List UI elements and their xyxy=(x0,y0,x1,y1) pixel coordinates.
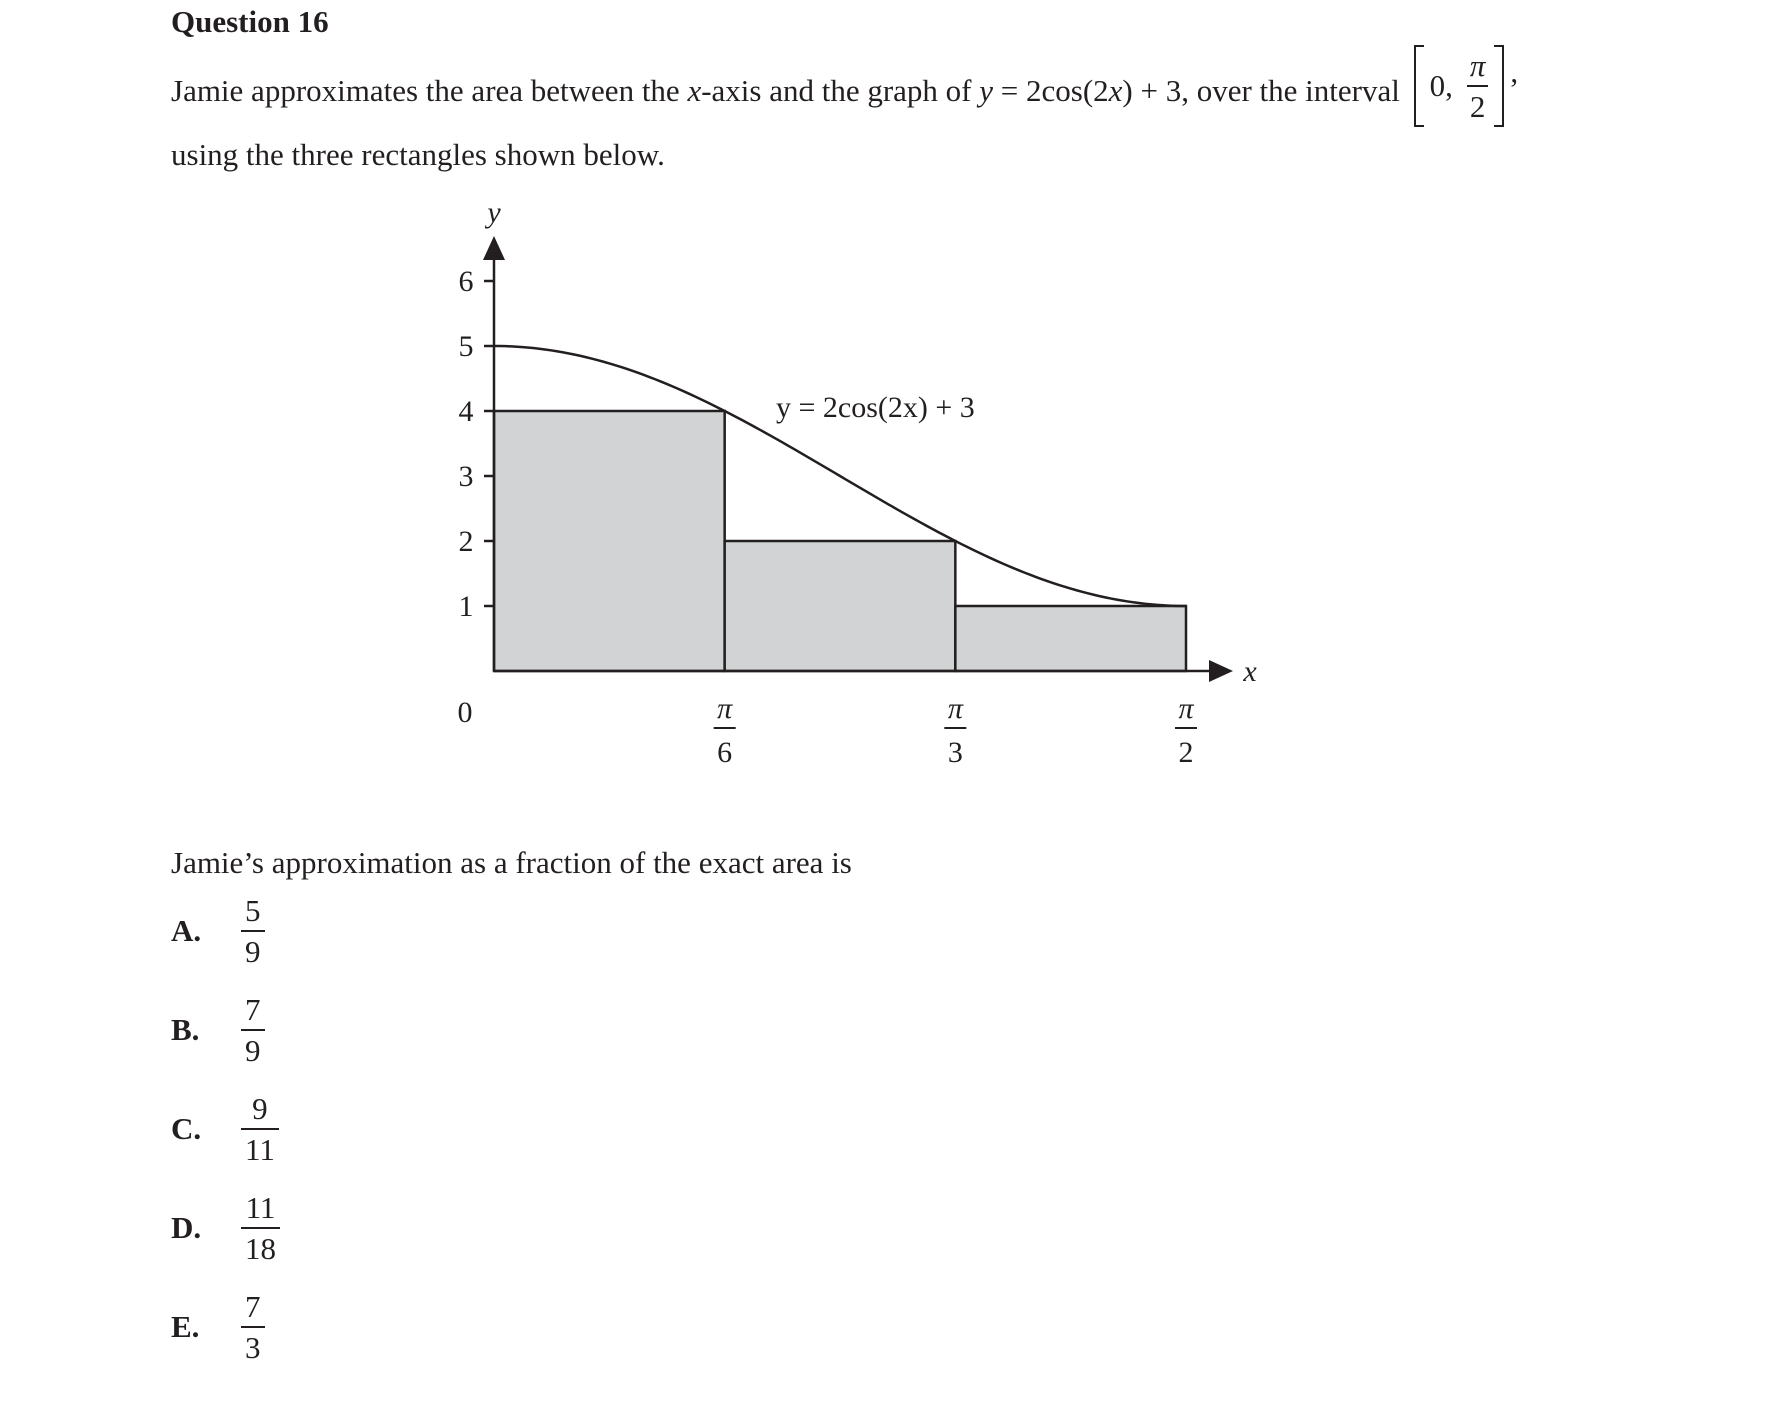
stem-var-x: x xyxy=(687,73,702,109)
stem-var-y: y xyxy=(979,73,994,109)
stem-text-3: = 2cos(2 xyxy=(993,73,1109,109)
option-numerator: 5 xyxy=(245,893,261,928)
y-axis-label: y xyxy=(487,196,501,229)
option-denominator: 11 xyxy=(241,1128,279,1165)
x-tick-numerator: π xyxy=(1178,692,1194,725)
stem-text-1: Jamie approximates the area between the xyxy=(171,73,688,109)
answer-option[interactable] xyxy=(171,1093,279,1165)
x-axis-label: x xyxy=(1243,655,1257,688)
option-numerator: 7 xyxy=(245,1289,261,1324)
y-tick-label: 3 xyxy=(458,460,474,493)
question-prompt: Jamie’s approximation as a fraction of the exact area is xyxy=(171,845,852,880)
rectangles-group xyxy=(494,411,1186,671)
stem-var-x2: x xyxy=(1108,73,1123,109)
x-tick-denominator: 3 xyxy=(947,736,963,769)
curve-label: y = 2cos(2x) + 3 xyxy=(776,391,975,424)
question-title: Question 16 xyxy=(171,4,329,39)
option-letter: A. xyxy=(171,913,202,948)
option-numerator: 11 xyxy=(245,1190,276,1225)
interval-end-numerator: π xyxy=(1469,48,1486,83)
x-tick-numerator: π xyxy=(717,692,733,725)
answer-option[interactable] xyxy=(171,994,265,1066)
stem-line-2: using the three rectangles shown below. xyxy=(171,137,665,172)
option-numerator: 7 xyxy=(245,992,261,1027)
option-fraction xyxy=(241,994,265,1066)
answer-option[interactable] xyxy=(171,1192,280,1264)
option-letter: C. xyxy=(171,1111,202,1146)
interval-start: 0, xyxy=(1429,68,1453,103)
x-tick-numerator: π xyxy=(947,692,963,725)
y-axis-arrow-icon xyxy=(483,236,505,260)
answer-option[interactable] xyxy=(171,1291,265,1363)
approx-rectangle xyxy=(494,411,725,671)
option-numerator: 9 xyxy=(252,1091,268,1126)
x-axis-arrow-icon xyxy=(1209,660,1233,682)
x-tick-denominator: 2 xyxy=(1178,736,1194,769)
option-fraction xyxy=(241,895,265,967)
y-tick-labels xyxy=(459,265,474,623)
stem-text-2: -axis and the graph of xyxy=(701,73,980,109)
approx-rectangle xyxy=(955,606,1186,671)
answer-option[interactable] xyxy=(171,895,265,967)
option-letter: B. xyxy=(171,1012,200,1047)
interval-end-denominator: 2 xyxy=(1467,85,1489,122)
y-tick-label: 4 xyxy=(458,395,474,428)
origin-label: 0 xyxy=(457,696,473,729)
option-denominator: 9 xyxy=(241,1029,265,1066)
y-tick-label: 6 xyxy=(458,265,474,298)
option-fraction xyxy=(241,1291,265,1363)
y-tick-label: 5 xyxy=(458,330,474,363)
option-letter: E. xyxy=(171,1309,200,1344)
stem-text-4: ) + 3, over the interval xyxy=(1122,73,1400,109)
x-tick-labels xyxy=(714,692,1197,769)
option-denominator: 9 xyxy=(241,930,265,967)
interval-trailing-comma: , xyxy=(1510,54,1519,89)
y-tick-label: 1 xyxy=(458,590,474,623)
x-tick-denominator: 6 xyxy=(717,736,733,769)
option-denominator: 18 xyxy=(241,1227,280,1264)
option-fraction xyxy=(241,1192,280,1264)
approx-rectangle xyxy=(725,541,956,671)
option-fraction xyxy=(241,1093,279,1165)
option-letter: D. xyxy=(171,1210,202,1245)
y-tick-label: 2 xyxy=(458,525,474,558)
option-denominator: 3 xyxy=(241,1326,265,1363)
